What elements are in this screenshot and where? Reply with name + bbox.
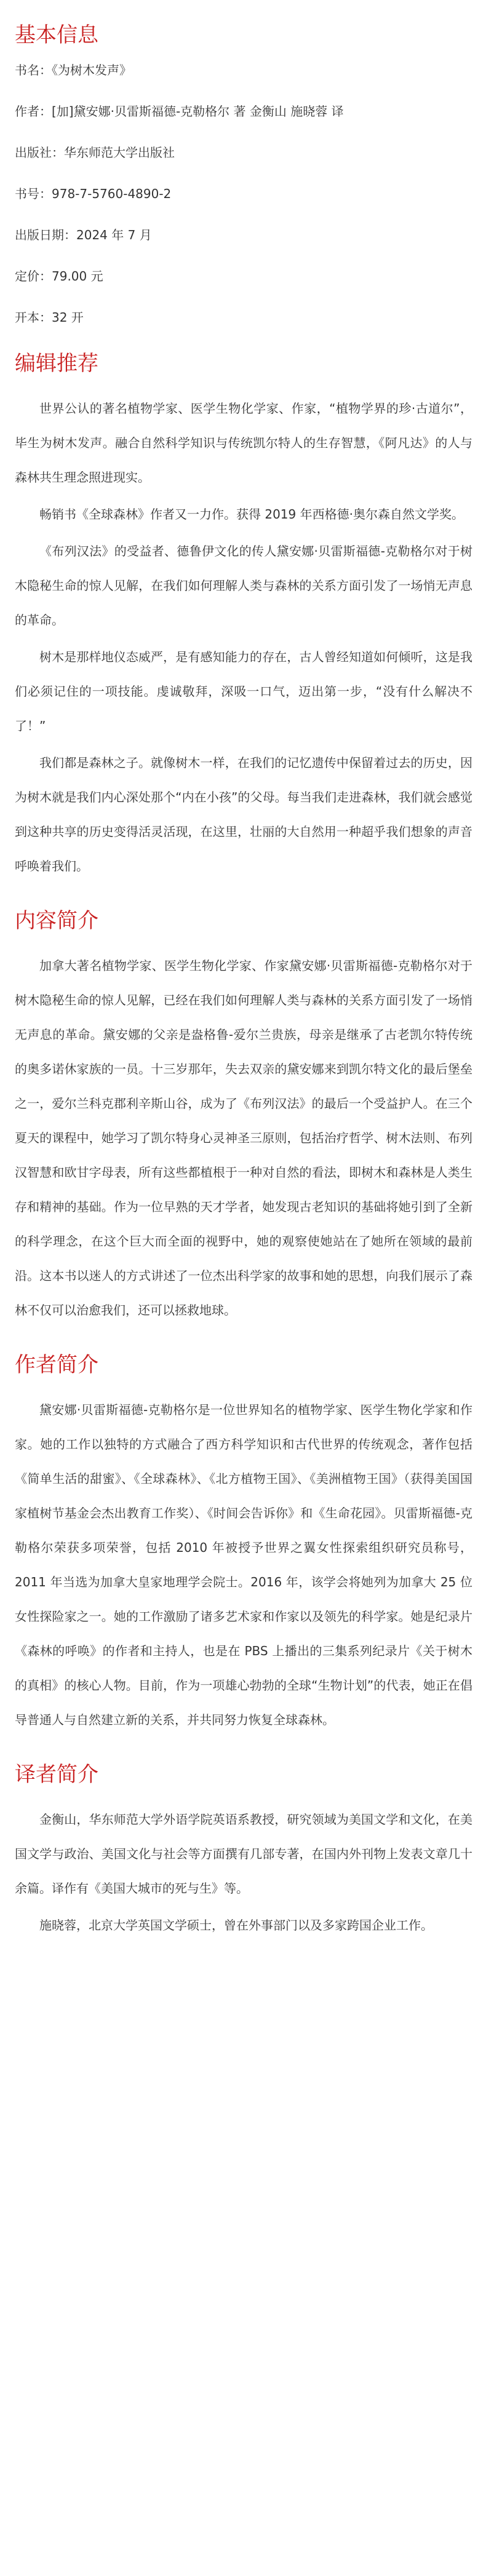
basic-info-section	[15, 22, 472, 326]
basic-info-heading: 基本信息	[15, 23, 98, 47]
info-format: 开本：32 开	[15, 310, 84, 325]
content-summary-heading: 内容简介	[15, 908, 98, 933]
info-publish-date: 出版日期：2024 年 7 月	[15, 228, 152, 242]
author-intro-section	[15, 1352, 472, 1737]
translator-intro-heading: 译者简介	[15, 1762, 98, 1787]
paragraph: 黛安娜·贝雷斯福德-克勒格尔是一位世界知名的植物学家、医学生物化学家和作家。她的工作以独特的方式融合了西方科学知识和古代世界的传统观念，著作包括《简单生活的甜蜜》、《全球森林》、《北方植物王国》、《美洲植物王国》（获得美国国家植树节基金会杰出教育工作奖）、《时间会告诉你》和《生命花园》。贝雷斯福德-克勒格尔荣获多项荣誉，包括 2010 年被授予世界之翼女性探索组织研究员称号，2011 年当选为加拿大皇家地理学会院士。2016 年，该学会将她列为加拿大 25 位女性探险家之一。她的工作激励了诸多艺术家和作家以及领先的科学家。她是纪录片《森林的呼唤》的作者和主持人，也是在 PBS 上播出的三集系列纪录片《关于树木的真相》的核心人物。目前，作为一项雄心勃勃的全球“生物计划”的代表，她正在倡导普通人与自然建立新的关系，并共同努力恢复全球森林。	[15, 1402, 472, 1727]
editor-recommendation-body	[15, 391, 472, 883]
author-intro-heading: 作者简介	[15, 1353, 98, 1377]
paragraph: 金衡山，华东师范大学外语学院英语系教授，研究领域为美国文学和文化，在美国文学与政治、美国文化与社会等方面撰有几部专著，在国内外刊物上发表文章几十余篇。译作有《美国大城市的死与生》等。	[15, 1812, 472, 1896]
paragraph: 加拿大著名植物学家、医学生物化学家、作家黛安娜·贝雷斯福德-克勒格尔对于树木隐秘生命的惊人见解，已经在我们如何理解人类与森林的关系方面引发了一场悄无声息的革命。黛安娜的父亲是盎格鲁-爱尔兰贵族，母亲是继承了古老凯尔特传统的奥多诺休家族的一员。十三岁那年，失去双亲的黛安娜来到凯尔特文化的最后堡垒之一，爱尔兰科克郡利辛斯山谷，成为了《布列汉法》的最后一个受益护人。在三个夏天的课程中，她学习了凯尔特身心灵神圣三原则，包括治疗哲学、树木法则、布列汉智慧和欧甘字母表，所有这些都植根于一种对自然的看法，即树木和森林是人类生存和精神的基础。作为一位早熟的天才学者，她发现古老知识的基础将她引到了全新的科学理念，在这个巨大而全面的视野中，她的观察使她站在了她所在领域的最前沿。这本书以迷人的方式讲述了一位杰出科学家的故事和她的思想，向我们展示了森林不仅可以治愈我们，还可以拯救地球。	[15, 958, 472, 1318]
info-book-title: 书名：《为树木发声》	[15, 63, 132, 78]
paragraph: 畅销书《全球森林》作者又一力作。获得 2019 年西格德·奥尔森自然文学奖。	[39, 507, 464, 522]
editor-recommendation-heading: 编辑推荐	[15, 351, 98, 376]
info-publisher: 出版社：华东师范大学出版社	[15, 145, 175, 160]
paragraph: 树木是那样地仪态威严，是有感知能力的存在，古人曾经知道如何倾听，这是我们必须记住的一项技能。虔诚敬拜，深吸一口气，迈出第一步，“没有什么解决不了！”	[15, 650, 472, 733]
basic-info-list	[15, 62, 472, 326]
info-isbn: 书号：978-7-5760-4890-2	[15, 186, 172, 201]
translator-intro-section	[15, 1762, 472, 1942]
paragraph: 我们都是森林之子。就像树木一样，在我们的记忆遗传中保留着过去的历史，因为树木就是我们内心深处那个“内在小孩”的父母。每当我们走进森林，我们就会感觉到这种共享的历史变得活灵活现，在这里，壮丽的大自然用一种超乎我们想象的声音呼唤着我们。	[15, 755, 472, 873]
content-summary-body	[15, 948, 472, 1327]
translator-intro-body	[15, 1802, 472, 1942]
paragraph: 施晓蓉，北京大学英国文学硕士，曾在外事部门以及多家跨国企业工作。	[39, 1918, 433, 1933]
paragraph: 世界公认的著名植物学家、医学生物化学家、作家，“植物学界的珍·古道尔”，毕生为树木发声。融合自然科学知识与传统凯尔特人的生存智慧，《阿凡达》的人与森林共生理念照进现实。	[15, 401, 472, 485]
content-summary-section	[15, 908, 472, 1327]
info-price: 定价：79.00 元	[15, 269, 103, 284]
author-intro-body	[15, 1393, 472, 1737]
editor-recommendation-section	[15, 351, 472, 883]
info-author: 作者：[加]黛安娜·贝雷斯福德-克勒格尔 著 金衡山 施晓蓉 译	[15, 104, 344, 119]
paragraph: 《布列汉法》的受益者、德鲁伊文化的传人黛安娜·贝雷斯福德-克勒格尔对于树木隐秘生命的惊人见解，在我们如何理解人类与森林的关系方面引发了一场悄无声息的革命。	[15, 544, 472, 627]
